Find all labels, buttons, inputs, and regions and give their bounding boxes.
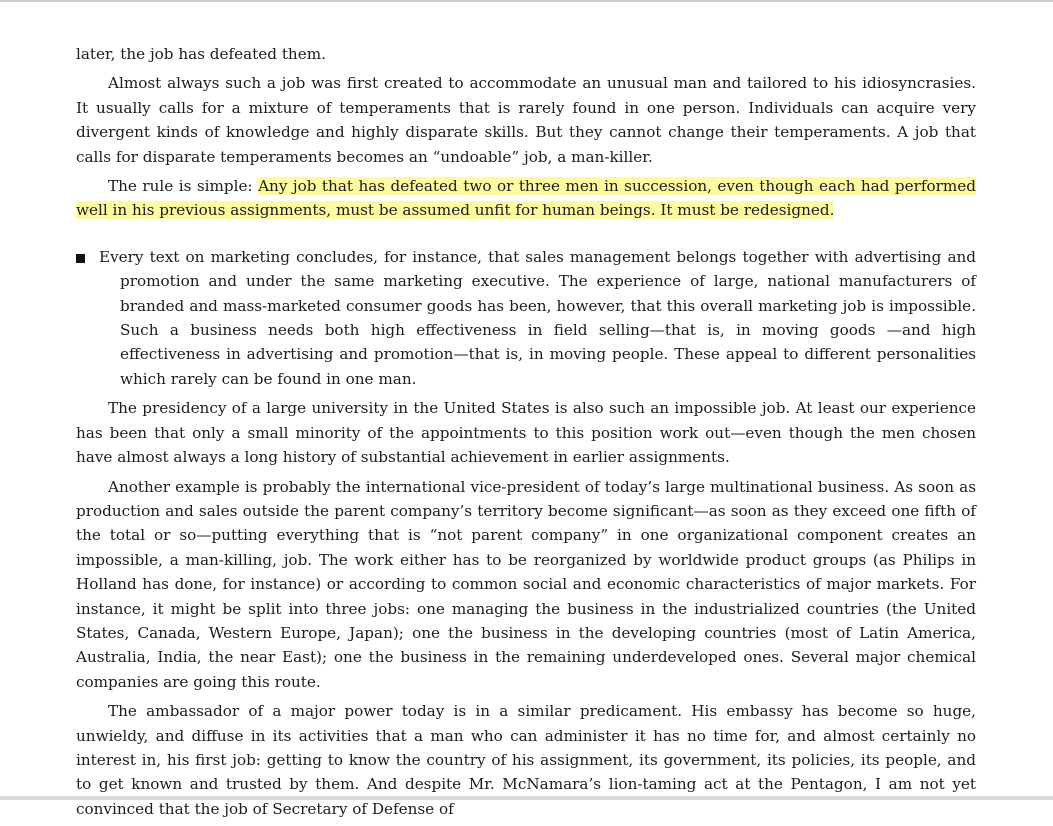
document-page — [76, 42, 976, 826]
page-top-edge — [0, 0, 1053, 2]
paragraph-undoable-job: Almost always such a job was first created to accommodate an unusual man and tailored to his idiosyncrasies. It usually calls for a mixture of temperaments that is rarely found in one person. Individuals can acquire very divergent kinds of knowledge and highly disparate skills. But they cannot change their temperaments. A job that calls for disparate temperaments becomes an “undoable” job, a man-killer. — [76, 74, 976, 166]
square-bullet-icon — [76, 254, 85, 263]
rule-lead-text: The rule is simple: — [108, 177, 259, 196]
paragraph-international-vp: Another example is probably the international vice-president of today’s large multinational business. As soon as production and sales outside the parent company’s territory become significant—as soon as they exceed one fifth of the total or so—putting everything that is “not parent company” in one organizational component creates an impossible, a man-killing, job. The work either has to be reorganized by worldwide product groups (as Philips in Holland has done, for instance) or according to common social and economic characteristics of major markets. For instance, it might be split into three jobs: one managing the business in the industrialized countries (the United States, Canada, Western Europe, Japan); one the business in the developing countries (most of Latin America, Australia, India, the near East); one the business in the remaining underdeveloped ones. Several major chemical companies are going this route. — [76, 477, 976, 691]
bullet-text: Every text on marketing concludes, for instance, that sales management belongs together with advertising and promotion and under the same marketing executive. The experience of large, national manufacturers of branded and mass-marketed consumer goods has been, however, that this overall marketing job is impossible. Such a business needs both high effectiveness in field selling—that is, in moving goods —and high effectiveness in advertising and promotion—that is, in moving people. These appeal to different personalities which rarely can be found in one man. — [99, 247, 976, 388]
highlighted-rule-text[interactable]: Any job that has defeated two or three men in succession, even though each had performed well in his previous assignments, must be assumed unfit for human beings. It must be redesigned. — [76, 177, 976, 220]
bullet-marketing-example — [76, 245, 976, 391]
paragraph-university-presidency: The presidency of a large university in the United States is also such an impossible job. At least our experience has been that only a small minority of the appointments to this position work out—even though the men chosen have almost always a long history of substantial achievement in earlier assignments. — [76, 399, 976, 467]
page-bottom-edge — [0, 796, 1053, 800]
paragraph-rule — [76, 174, 976, 223]
paragraph-ambassador: The ambassador of a major power today is in a similar predicament. His embassy has become so huge, unwieldy, and diffuse in its activities that a man who can administer it has no time for, and almost certainly no interest in, his first job: getting to know the country of his assignment, its government, its policies, its people, and to get known and trusted by them. And despite Mr. McNamara’s lion-taming act at the Pentagon, I am not yet convinced that the job of Secretary of Defense of — [76, 702, 976, 818]
paragraph-continuation: later, the job has defeated them. — [76, 45, 326, 63]
